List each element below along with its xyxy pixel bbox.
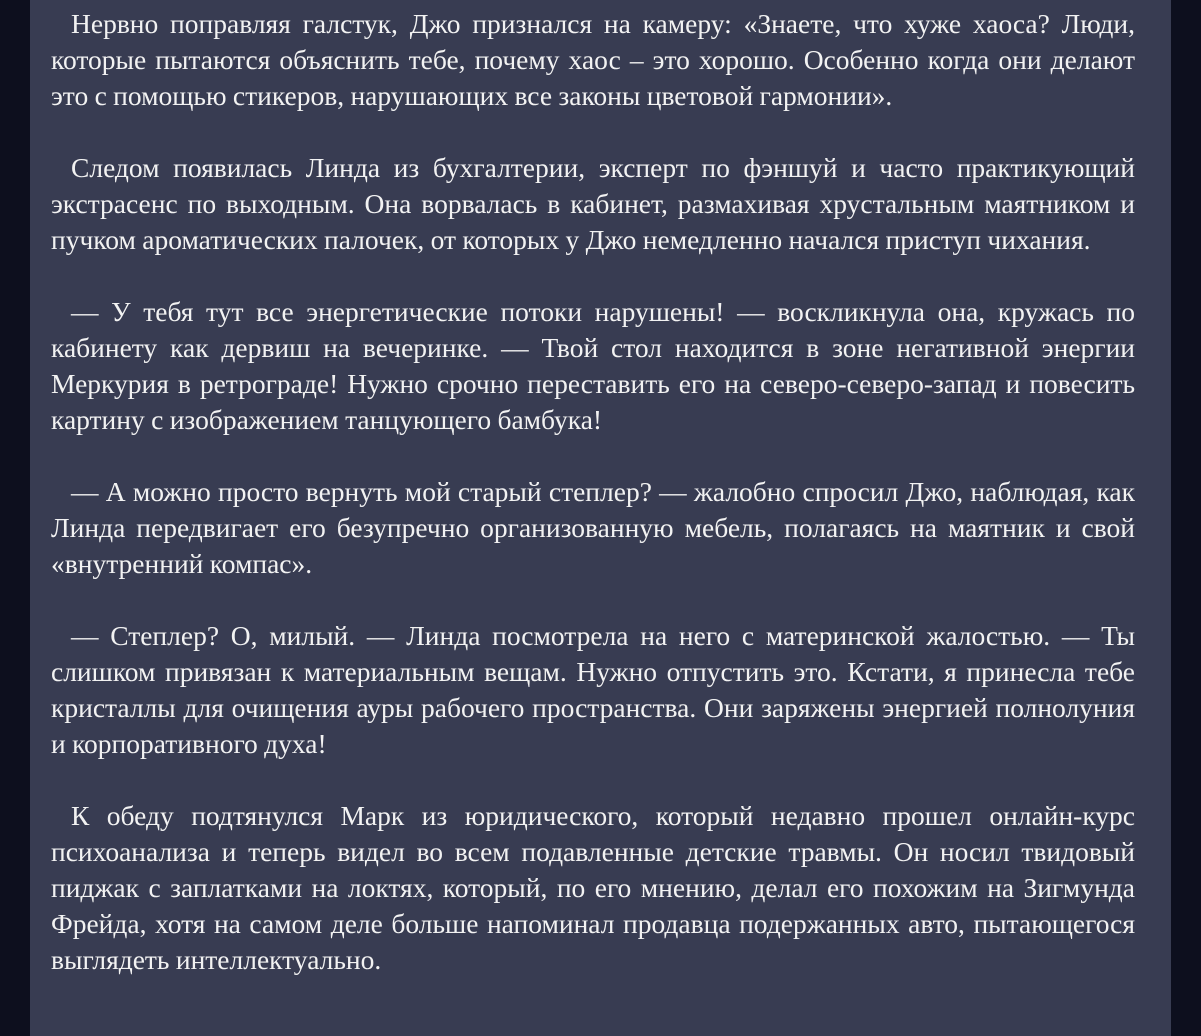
paragraph-4: — А можно просто вернуть мой старый степлер? — жалобно спросил Джо, наблюдая, как Линда передвигает его безупречно организованную мебель, полагаясь на маятник и свой «внутренний компас». [51, 476, 1135, 579]
paragraph-5: — Степлер? О, милый. — Линда посмотрела на него с материнской жалостью. — Ты слишком привязан к материальным вещам. Нужно отпустить это. Кстати, я принесла тебе кристаллы для очищения ауры рабочего пространства. Они заряжены энергией полнолуния и корпоративного духа! [51, 620, 1135, 759]
paragraph-2: Следом появилась Линда из бухгалтерии, эксперт по фэншуй и часто практикующий экстрасенс по выходным. Она ворвалась в кабинет, размахивая хрустальным маятником и пучком ароматических палочек, от которых у Джо немедленно начался приступ чихания. [51, 152, 1135, 255]
paragraph-6: К обеду подтянулся Марк из юридического, который недавно прошел онлайн-курс психоанализа и теперь видел во всем подавленные детские травмы. Он носил твидовый пиджак с заплатками на локтях, который, по его мнению, делал его похожим на Зигмунда Фрейда, хотя на самом деле больше напоминал продавца подержанных авто, пытающегося выглядеть интеллектуально. [51, 800, 1135, 975]
paragraph-3: — У тебя тут все энергетические потоки нарушены! — воскликнула она, кружась по кабинету как дервиш на вечеринке. — Твой стол находится в зоне негативной энергии Меркурия в ретрограде! Нужно срочно переставить его на северо-северо-запад и повесить картину с изображением танцующего бамбука! [51, 296, 1135, 435]
document-page [30, 0, 1171, 1036]
paragraph-1: Нервно поправляя галстук, Джо признался на камеру: «Знаете, что хуже хаоса? Люди, которые пытаются объяснить тебе, почему хаос – это хорошо. Особенно когда они делают это с помощью стикеров, нарушающих все законы цветовой гармонии». [51, 8, 1135, 111]
